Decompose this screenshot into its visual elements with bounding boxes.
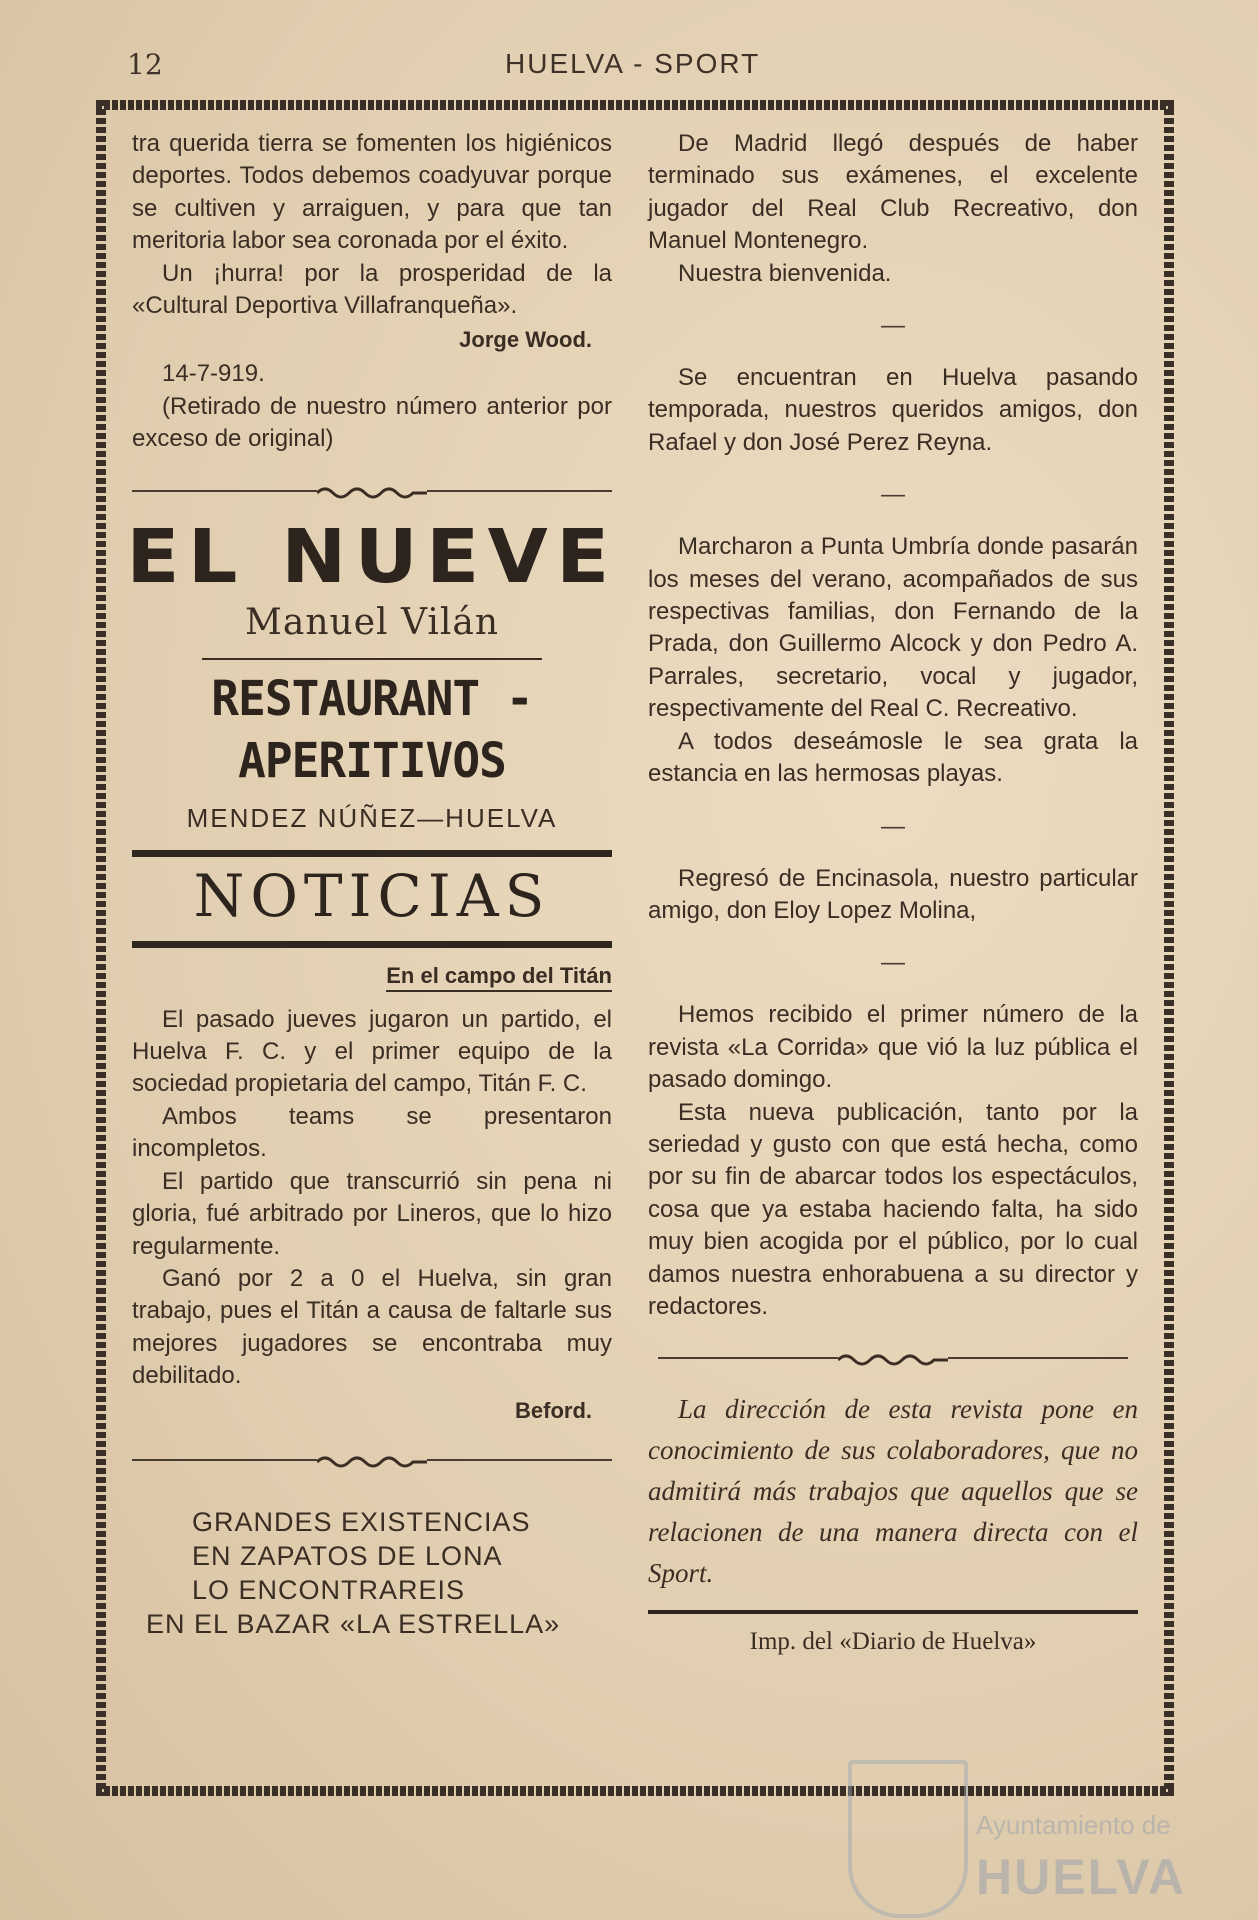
ornament-divider (132, 476, 612, 506)
article-paragraph: Ambos teams se presentaron incompletos. (132, 1102, 612, 1163)
coat-of-arms-icon (848, 1760, 968, 1918)
editorial-notice: La dirección de esta revista pone en conocimiento de sus colaboradores, que no admitirá más trabajos que aquellos que se relacionen de una manera directa con el Sport. (648, 1394, 1138, 1589)
withdrawn-note: (Retirado de nuestro número anterior por exceso de original) (132, 392, 612, 453)
date-line: 14-7-919. (162, 360, 265, 388)
watermark-line1: Ayuntamiento de (976, 1810, 1171, 1840)
news-separator: — (881, 812, 905, 840)
signature-beford: Beford. (515, 1397, 592, 1423)
notice-rule (648, 1610, 1138, 1614)
ad-owner: Manuel Vilán (245, 601, 499, 643)
left-column (126, 128, 618, 1641)
flourish-icon (317, 481, 427, 501)
news-paragraph: Hemos recibido el primer número de la revista «La Corrida» que vió la luz pública el pasado domingo. (648, 1001, 1138, 1094)
section-rule-top (132, 850, 612, 857)
imprint: Imp. del «Diario de Huelva» (749, 1628, 1037, 1656)
article-paragraph: Ganó por 2 a 0 el Huelva, sin gran trabajo, pues el Titán a causa de faltarle sus mejores jugadores se encontraba muy debilitado. (132, 1264, 612, 1390)
page-header (0, 48, 1258, 88)
ad-rule (202, 658, 542, 660)
ad-title: EL NUEVE (126, 513, 618, 600)
continued-paragraph: Un ¡hurra! por la prosperidad de la «Cultural Deportiva Villafranqueña». (132, 259, 612, 320)
article-paragraph: El pasado jueves jugaron un partido, el Huelva F. C. y el primer equipo de la sociedad propietaria del campo, Titán F. C. (132, 1005, 612, 1098)
news-paragraph: Se encuentran en Huelva pasando temporada, nuestros queridos amigos, don Rafael y don José Perez Reyna. (648, 364, 1138, 456)
running-title: HUELVA - SPORT (505, 48, 761, 79)
watermark-line2: HUELVA (976, 1849, 1187, 1905)
archive-watermark (848, 1752, 1258, 1920)
ad-business: RESTAURANT - APERITIVOS (211, 670, 533, 789)
ornament-divider (658, 1343, 1128, 1373)
bazar-ad-line: GRANDES EXISTENCIAS (192, 1506, 531, 1537)
flourish-icon (317, 1450, 427, 1470)
continued-paragraph: tra querida tierra se fomenten los higiénicos deportes. Todos debemos coadyuvar porque se cultiven y arraiguen, y para que tan meritoria labor sea coronada por el éxito. (132, 130, 612, 255)
bazar-ad-line: EN EL BAZAR «LA ESTRELLA» (146, 1608, 561, 1639)
news-separator: — (881, 481, 905, 509)
article-subtitle: En el campo del Titán (132, 960, 612, 992)
section-title: NOTICIAS (193, 861, 551, 930)
news-separator: — (881, 312, 905, 340)
ad-address: MENDEZ NÚÑEZ—HUELVA (186, 802, 558, 833)
bazar-ad (132, 1505, 612, 1641)
news-paragraph: Regresó de Encinasola, nuestro particular amigo, don Eloy Lopez Molina, (648, 864, 1138, 924)
news-paragraph: De Madrid llegó después de haber terminado sus exámenes, el excelente jugador del Real Club Recreativo, don Manuel Montenegro. (648, 130, 1138, 255)
news-paragraph: Nuestra bienvenida. (678, 259, 892, 287)
article-paragraph: El partido que transcurrió sin pena ni gloria, fué arbitrado por Lineros, que lo hizo regularmente. (132, 1167, 612, 1260)
ornament-divider (132, 1445, 612, 1475)
right-column (648, 128, 1138, 1658)
section-rule-bottom (132, 941, 612, 948)
bazar-ad-line: EN ZAPATOS DE LONA (192, 1540, 503, 1571)
bazar-ad-line: LO ENCONTRAREIS (192, 1574, 466, 1605)
news-separator: — (881, 949, 905, 977)
news-paragraph: Marcharon a Punta Umbría donde pasarán los meses del verano, acompañados de sus respectivas familias, don Fernando de la Prada, don Guillermo Alcock y don Pedro A. Parrales, secretario, vocal y jugador, respectivamente del Real C. Recreativo. (648, 533, 1138, 723)
flourish-icon (838, 1348, 948, 1368)
news-paragraph: A todos deseámosle le sea grata la estancia en las hermosas playas. (648, 727, 1138, 788)
news-paragraph: Esta nueva publicación, tanto por la seriedad y gusto con que está hecha, como por su fin de abarcar todos los espectáculos, cosa que ya estaba haciendo falta, ha sido muy bien acogida por el público, por lo cual damos nuestra enhorabuena a su director y redactores. (648, 1098, 1138, 1320)
signature-jorge-wood: Jorge Wood. (459, 327, 592, 353)
page-number: 12 (127, 48, 163, 81)
